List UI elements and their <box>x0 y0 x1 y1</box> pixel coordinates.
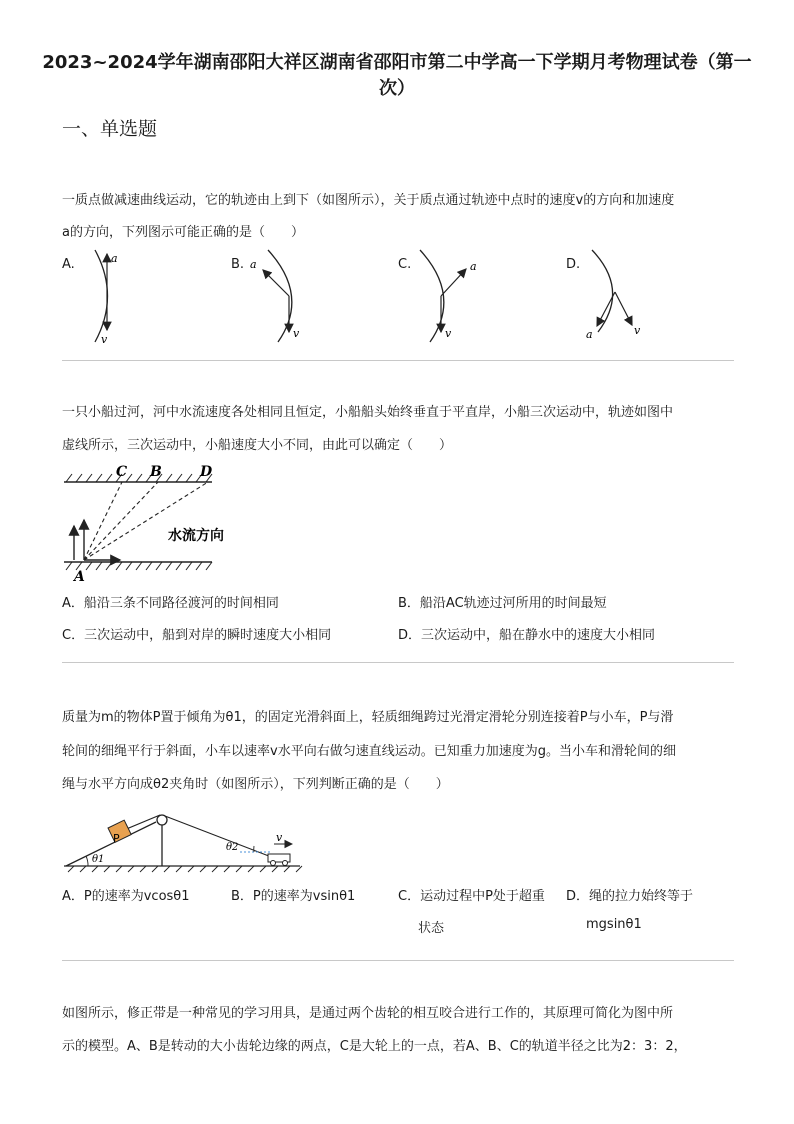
trajectories <box>84 482 208 560</box>
theta1-label: θ1 <box>92 854 105 865</box>
label-a: a <box>586 328 593 341</box>
section-heading: 一、单选题 <box>62 118 158 140</box>
q2-line1: 一只小船过河，河中水流速度各处相同且恒定，小船船头始终垂直于平直岸，小船三次运动中，轨迹如图中 <box>62 405 674 420</box>
q1-figure-c <box>420 250 477 342</box>
trajectory-curve <box>95 250 108 342</box>
q1-figure-b <box>250 250 300 342</box>
q2-option-a[interactable]: A．船沿三条不同路径渡河的时间相同 <box>62 596 279 611</box>
q3-line1: 质量为m的物体P置于倾角为θ1，的固定光滑斜面上，轻质细绳跨过光滑定滑轮分别连接着P与小车，P与滑 <box>62 710 674 725</box>
q2-line2: 虚线所示，三次运动中，小船速度大小不同，由此可以确定（ ） <box>62 438 453 453</box>
trajectory-curve <box>592 250 613 332</box>
label-a: a <box>470 260 477 273</box>
q1-option-b-label[interactable]: B. <box>231 257 245 272</box>
q2-option-d[interactable]: D．三次运动中，船在静水中的速度大小相同 <box>398 628 656 643</box>
q3-incline-figure <box>60 800 320 874</box>
cart-wheel <box>283 861 288 866</box>
ground-hatching <box>68 866 302 872</box>
q3-option-d[interactable]: D．绳的拉力始终等于 <box>566 889 694 904</box>
label-v: v <box>293 327 300 340</box>
q2-river-figure <box>60 460 260 584</box>
q1-figure-a <box>95 250 118 346</box>
q1-line1: 一质点做减速曲线运动，它的轨迹由上到下（如图所示），关于质点通过轨迹中点时的速度v的方向和加速度 <box>62 193 675 208</box>
q4-line1: 如图所示，修正带是一种常见的学习用具，是通过两个齿轮的相互咬合进行工作的，其原理可简化为图中所 <box>62 1006 674 1021</box>
block-p-label: P <box>113 832 120 845</box>
label-v: v <box>101 333 108 346</box>
near-bank-hatching <box>66 562 212 570</box>
label-a: a <box>111 252 118 265</box>
cart-wheel <box>271 861 276 866</box>
q3-option-a[interactable]: A．P的速率为vcosθ1 <box>62 889 190 904</box>
q1-figure-d <box>586 250 641 341</box>
label-v: v <box>445 327 452 340</box>
divider <box>62 960 734 961</box>
q4-line2: 示的模型。A、B是转动的大小齿轮边缘的两点，C是大轮上的一点，若A、B、C的轨道半径之比为2：3：2， <box>62 1039 687 1054</box>
flow-direction-label: 水流方向 <box>168 528 224 544</box>
q1-option-c-label[interactable]: C. <box>398 257 412 272</box>
q1-line2: a的方向，下列图示可能正确的是（ ） <box>62 225 304 240</box>
label-v: v <box>634 324 641 337</box>
exam-title: 2023~2024学年湖南邵阳大祥区湖南省邵阳市第二中学高一下学期月考物理试卷（第一次） <box>42 52 752 99</box>
q2-option-b[interactable]: B．船沿AC轨迹过河所用的时间最短 <box>398 596 607 611</box>
trajectory-curve <box>420 250 444 342</box>
label-b: B <box>150 464 162 480</box>
q3-option-b[interactable]: B．P的速率为vsinθ1 <box>231 889 356 904</box>
divider <box>62 360 734 361</box>
q3-line2: 轮间的细绳平行于斜面，小车以速率v水平向右做匀速直线运动。已知重力加速度为g。当小车和滑轮间的细 <box>62 744 676 759</box>
q3-option-c-cont: 状态 <box>418 921 445 936</box>
velocity-arrow <box>615 292 632 325</box>
theta2-label: θ2 <box>226 842 239 853</box>
label-d: D <box>200 464 213 480</box>
far-bank-hatching <box>66 474 212 482</box>
theta1-arc <box>86 856 88 866</box>
q3-option-d-cont: mgsinθ1 <box>586 917 642 932</box>
label-a: A <box>74 569 85 584</box>
divider <box>62 662 734 663</box>
label-a: a <box>250 258 257 271</box>
cart-velocity-label: v <box>276 831 283 844</box>
q2-option-c[interactable]: C．三次运动中，船到对岸的瞬时速度大小相同 <box>62 628 332 643</box>
acceleration-arrow <box>597 292 615 326</box>
q3-option-c[interactable]: C．运动过程中P处于超重 <box>398 889 545 904</box>
q1-figures <box>0 0 794 360</box>
q1-option-d-label[interactable]: D. <box>566 257 581 272</box>
label-c: C <box>116 464 128 480</box>
q3-line3: 绳与水平方向成θ2夹角时（如图所示），下列判断正确的是（ ） <box>62 777 449 792</box>
acceleration-arrow <box>441 269 466 296</box>
q1-option-a-label[interactable]: A. <box>62 257 75 272</box>
